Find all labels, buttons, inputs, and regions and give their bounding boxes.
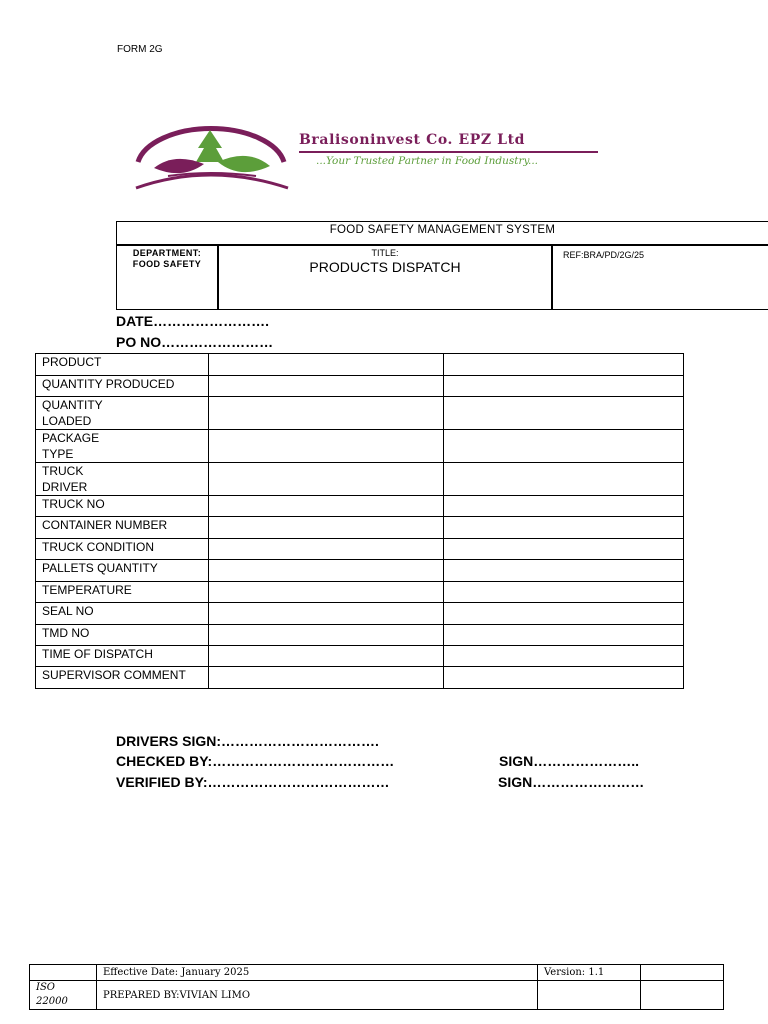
row-value-cell[interactable] bbox=[444, 646, 684, 667]
row-label: TRUCK CONDITION bbox=[36, 539, 209, 560]
row-label: QUANTITY PRODUCED bbox=[36, 376, 209, 397]
row-value-cell[interactable] bbox=[444, 667, 684, 689]
row-value-cell[interactable] bbox=[209, 646, 444, 667]
row-value-cell[interactable] bbox=[444, 625, 684, 646]
row-value-cell[interactable] bbox=[444, 430, 684, 463]
row-value-cell[interactable] bbox=[209, 603, 444, 625]
effective-date: Effective Date: January 2025 bbox=[97, 965, 538, 981]
row-label: TMD NO bbox=[36, 625, 209, 646]
footer-blank-cell bbox=[30, 965, 97, 981]
footer-blank-cell bbox=[538, 981, 641, 1010]
row-value-cell[interactable] bbox=[209, 517, 444, 539]
row-label: QUANTITY LOADED bbox=[36, 397, 209, 430]
table-row bbox=[36, 397, 684, 430]
logo-emblem-icon bbox=[132, 118, 292, 196]
row-value-cell[interactable] bbox=[209, 496, 444, 517]
row-label: TRUCK NO bbox=[36, 496, 209, 517]
row-value-cell[interactable] bbox=[209, 354, 444, 376]
verified-sign-line[interactable]: SIGN…………………… bbox=[498, 774, 645, 790]
row-value-cell[interactable] bbox=[444, 496, 684, 517]
form-label: FORM 2G bbox=[117, 44, 163, 55]
iso-standard bbox=[30, 981, 97, 1010]
system-title: FOOD SAFETY MANAGEMENT SYSTEM bbox=[329, 224, 556, 236]
company-name: Bralisoninvest Co. EPZ Ltd bbox=[299, 132, 526, 148]
row-value-cell[interactable] bbox=[209, 376, 444, 397]
row-value-cell[interactable] bbox=[444, 539, 684, 560]
row-value-cell[interactable] bbox=[444, 603, 684, 625]
footer-blank-cell bbox=[641, 981, 724, 1010]
row-label: PRODUCT bbox=[36, 354, 209, 376]
table-row bbox=[36, 354, 684, 376]
table-row bbox=[36, 517, 684, 539]
version: Version: 1.1 bbox=[538, 965, 641, 981]
verified-by-line[interactable]: VERIFIED BY:………………………………… bbox=[116, 774, 390, 790]
table-row bbox=[36, 667, 684, 689]
company-tagline: ...Your Trusted Partner in Food Industry... bbox=[316, 155, 539, 167]
row-value-cell[interactable] bbox=[209, 625, 444, 646]
row-label: TEMPERATURE bbox=[36, 582, 209, 603]
row-label: SEAL NO bbox=[36, 603, 209, 625]
table-row bbox=[36, 430, 684, 463]
iso-number: 22000 bbox=[36, 996, 68, 1007]
row-value-cell[interactable] bbox=[444, 582, 684, 603]
table-row bbox=[36, 560, 684, 582]
row-value-cell[interactable] bbox=[209, 463, 444, 496]
row-value-cell[interactable] bbox=[444, 463, 684, 496]
dispatch-details-table bbox=[35, 353, 684, 689]
row-value-cell[interactable] bbox=[209, 667, 444, 689]
table-row bbox=[36, 376, 684, 397]
row-value-cell[interactable] bbox=[444, 560, 684, 582]
row-label: TIME OF DISPATCH bbox=[36, 646, 209, 667]
table-row bbox=[36, 463, 684, 496]
footer-blank-cell bbox=[641, 965, 724, 981]
row-value-cell[interactable] bbox=[444, 354, 684, 376]
table-row bbox=[36, 646, 684, 667]
checked-sign-line[interactable]: SIGN………………….. bbox=[499, 753, 640, 769]
checked-by-line[interactable]: CHECKED BY:………………………………… bbox=[116, 753, 395, 769]
row-value-cell[interactable] bbox=[209, 430, 444, 463]
row-value-cell[interactable] bbox=[209, 539, 444, 560]
row-label: TRUCK DRIVER bbox=[36, 463, 209, 496]
row-value-cell[interactable] bbox=[444, 517, 684, 539]
date-field[interactable]: DATE……………………. bbox=[116, 313, 269, 329]
row-value-cell[interactable] bbox=[444, 397, 684, 430]
department-cell bbox=[117, 246, 219, 309]
document-title: PRODUCTS DISPATCH bbox=[309, 259, 461, 275]
iso-label: ISO bbox=[36, 982, 55, 993]
row-label: SUPERVISOR COMMENT bbox=[36, 667, 209, 689]
title-cell bbox=[219, 246, 553, 309]
row-value-cell[interactable] bbox=[209, 397, 444, 430]
department-value: FOOD SAFETY bbox=[132, 259, 202, 269]
document-footer-table bbox=[29, 964, 724, 1010]
row-value-cell[interactable] bbox=[209, 560, 444, 582]
company-name-rule bbox=[299, 151, 598, 153]
table-row bbox=[36, 539, 684, 560]
row-label: PACKAGE TYPE bbox=[36, 430, 209, 463]
table-row bbox=[36, 582, 684, 603]
table-row bbox=[36, 603, 684, 625]
header-system-row bbox=[117, 222, 768, 246]
row-label: PALLETS QUANTITY bbox=[36, 560, 209, 582]
row-label: CONTAINER NUMBER bbox=[36, 517, 209, 539]
po-number-field[interactable]: PO NO…………………… bbox=[116, 334, 274, 350]
row-value-cell[interactable] bbox=[209, 582, 444, 603]
title-label: TITLE: bbox=[371, 248, 399, 258]
prepared-by: PREPARED BY:VIVIAN LIMO bbox=[97, 981, 538, 1010]
reference-number: REF:BRA/PD/2G/25 bbox=[563, 250, 645, 260]
document-header-table bbox=[116, 221, 768, 310]
table-row bbox=[36, 496, 684, 517]
table-row bbox=[36, 625, 684, 646]
department-label: DEPARTMENT: bbox=[132, 248, 202, 258]
row-value-cell[interactable] bbox=[444, 376, 684, 397]
drivers-sign-line[interactable]: DRIVERS SIGN:……………………………. bbox=[116, 733, 379, 749]
